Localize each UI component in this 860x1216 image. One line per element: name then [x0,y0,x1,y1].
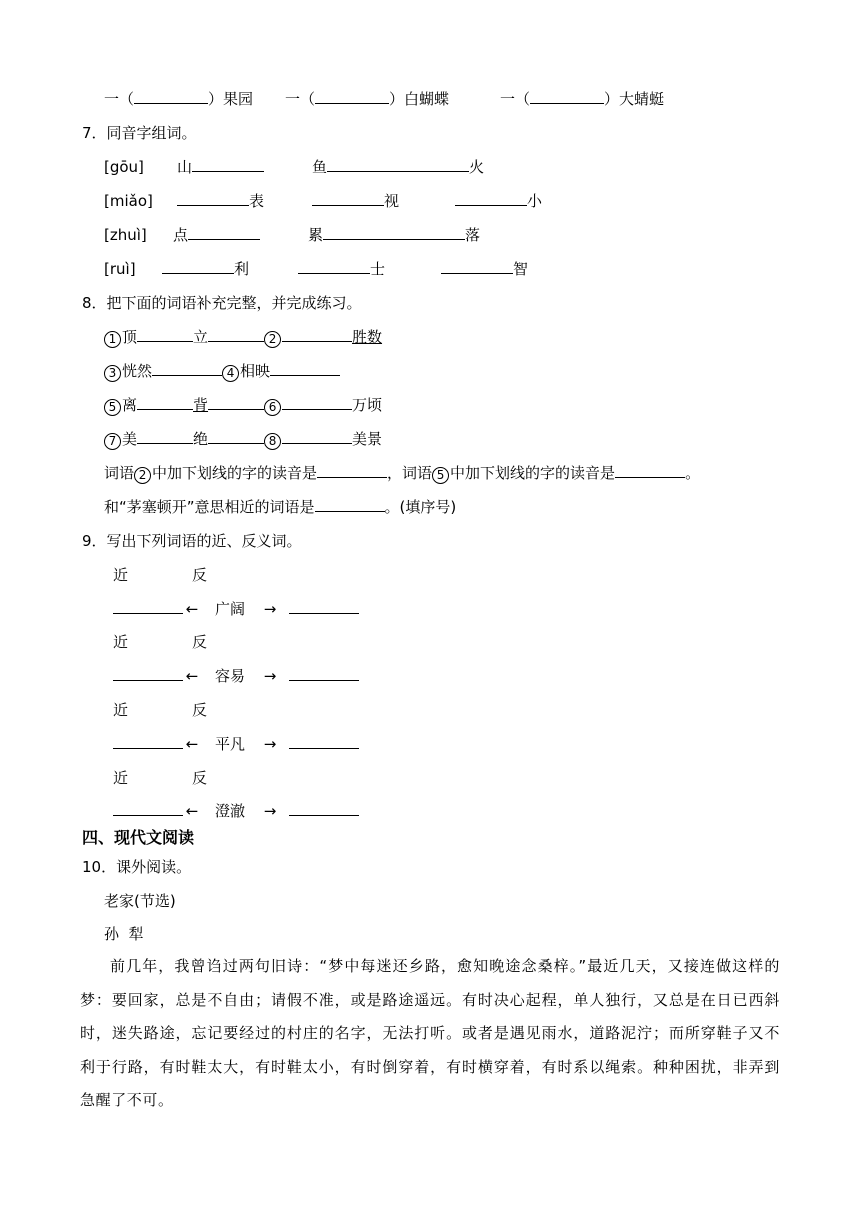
answer-blank[interactable] [312,191,384,206]
target-word: 容易 [215,667,246,685]
q7-row-miao-w3 [455,191,542,211]
q6-prefix-3: 一（ [500,90,531,108]
q8-question-b [104,497,456,517]
q6-suffix-3: ）大蜻蜓 [604,90,665,108]
q8-line-3 [104,395,382,416]
answer-blank[interactable] [298,259,370,274]
near-label: 近 [113,701,129,719]
q8-question-a [104,463,700,484]
q9-labels-4 [113,768,207,788]
pinyin-label: [gōu] [104,158,144,176]
q9-row-1 [113,599,359,619]
answer-blank[interactable] [315,497,385,512]
answer-blank[interactable] [289,666,359,681]
near-label: 近 [113,633,129,651]
char: 士 [370,260,386,278]
target-word: 澄澈 [215,802,246,820]
article-title: 老家(节选) [104,892,176,910]
q7-row-miao-w2 [312,191,399,211]
q6-prefix-1: 一（ [104,90,135,108]
q7-row-rui [104,259,136,279]
section-heading: 四、现代文阅读 [82,828,195,847]
target-word: 平凡 [215,735,246,753]
right-arrow-icon: → [263,600,277,618]
answer-blank[interactable] [289,801,359,816]
q8-line-1 [104,327,382,348]
q6-suffix-1: ）果园 [208,90,254,108]
q7-row-rui-w3 [441,259,528,279]
q7-row-zhui-w1 [173,225,260,245]
article-author: 孙 犁 [104,925,144,943]
circled-number: 1 [104,331,121,348]
answer-blank[interactable] [152,361,222,376]
q9-row-4 [113,801,359,821]
target-word: 广阔 [215,600,246,618]
answer-blank[interactable] [208,395,264,410]
near-label: 近 [113,566,129,584]
text: ，词语 [387,464,433,482]
answer-blank[interactable] [208,327,264,342]
answer-blank[interactable] [162,259,234,274]
circled-number: 8 [264,433,281,450]
article-paragraph: 前几年，我曾诌过两句旧诗：“梦中每迷还乡路，愈知晚途念桑梓。”最近几天，又接连做这样的梦：要回家，总是不自由；请假不准，或是路途遥远。有时决心起程，单人独行，又总是在日已西斜时，迷失路途，忘记要经过的村庄的名字，无法打听。或者是遇见雨水，道路泥泞；而所穿鞋子又不利于行路，有时鞋太大，有时鞋太小，有时倒穿着，有时横穿着，有时系以绳索。种种困扰，非弄到急醒了不可。 [80,957,780,1109]
answer-blank[interactable] [327,157,469,172]
char: 相映 [240,362,271,380]
right-arrow-icon: → [263,667,277,685]
q8-line-4 [104,429,382,450]
circled-number: 3 [104,365,121,382]
char: 点 [173,226,189,244]
q9-row-3 [113,734,359,754]
char: 顶 [122,328,138,346]
answer-blank[interactable] [455,191,527,206]
answer-blank[interactable] [289,734,359,749]
q8-line-2 [104,361,340,382]
char: 立 [193,328,209,346]
char: 山 [177,158,193,176]
q7-row-miao-w1 [177,191,264,211]
q7-row-gou-w2 [312,157,484,177]
answer-blank[interactable] [317,463,387,478]
char: 落 [465,226,481,244]
q7-row-miao [104,191,153,211]
answer-blank[interactable] [282,327,352,342]
answer-blank[interactable] [177,191,249,206]
answer-blank[interactable] [137,395,193,410]
anti-label: 反 [192,633,208,651]
char: 恍然 [122,362,153,380]
q7-row-gou [104,157,144,177]
char: 利 [234,260,250,278]
left-arrow-icon: ← [185,667,199,685]
q6-suffix-2: ）白蝴蝶 [389,90,450,108]
char: 离 [122,396,138,414]
text: 。(填序号) [384,498,457,516]
q9-row-2 [113,666,359,686]
underlined-word: 背 [193,396,209,414]
left-arrow-icon: ← [185,600,199,618]
answer-blank[interactable] [192,157,264,172]
near-label: 近 [113,769,129,787]
answer-blank[interactable] [282,429,352,444]
q7-row-zhui-w2 [308,225,480,245]
char: 表 [249,192,265,210]
anti-label: 反 [192,769,208,787]
char: 视 [384,192,400,210]
underlined-word: 胜数 [352,328,383,346]
q7-row-rui-w2 [298,259,385,279]
right-arrow-icon: → [263,735,277,753]
answer-blank[interactable] [323,225,465,240]
left-arrow-icon: ← [185,802,199,820]
answer-blank[interactable] [137,429,193,444]
answer-blank[interactable] [188,225,260,240]
answer-blank[interactable] [315,89,389,104]
pinyin-label: [zhuì] [104,226,147,244]
text: 中加下划线的字的读音是 [152,464,318,482]
q10-title: 10．课外阅读。 [82,858,192,876]
char: 万顷 [352,396,383,414]
pinyin-label: [miǎo] [104,192,153,210]
anti-label: 反 [192,566,208,584]
q9-labels-1 [113,565,207,585]
text: 词语 [104,464,135,482]
answer-blank[interactable] [113,599,183,614]
answer-blank[interactable] [208,429,264,444]
q9-title: 9．写出下列词语的近、反义词。 [82,532,302,550]
char: 美 [122,430,138,448]
q6-blank-line [104,89,253,109]
char: 美景 [352,430,383,448]
q7-row-zhui [104,225,147,245]
answer-blank[interactable] [134,89,208,104]
circled-number: 4 [222,365,239,382]
answer-blank[interactable] [270,361,340,376]
left-arrow-icon: ← [185,735,199,753]
q6-blank-line-3 [500,89,664,109]
right-arrow-icon: → [263,802,277,820]
q6-prefix-2: 一（ [285,90,316,108]
q7-row-rui-w1 [162,259,249,279]
q7-row-gou-w1 [177,157,264,177]
q9-labels-3 [113,700,207,720]
answer-blank[interactable] [113,801,183,816]
char: 绝 [193,430,209,448]
answer-blank[interactable] [137,327,193,342]
circled-number: 7 [104,433,121,450]
circled-number: 5 [432,467,449,484]
answer-blank[interactable] [282,395,352,410]
text: 中加下划线的字的读音是 [450,464,616,482]
q6-blank-line-2 [285,89,449,109]
q9-labels-2 [113,632,207,652]
char: 火 [469,158,485,176]
answer-blank[interactable] [289,599,359,614]
char: 鱼 [312,158,328,176]
answer-blank[interactable] [615,463,685,478]
circled-number: 2 [134,467,151,484]
circled-number: 6 [264,399,281,416]
char: 累 [308,226,324,244]
char: 智 [513,260,529,278]
pinyin-label: [ruì] [104,260,136,278]
text: 和“茅塞顿开”意思相近的词语是 [104,498,315,516]
circled-number: 5 [104,399,121,416]
text: 。 [685,464,701,482]
q7-title: 7．同音字组词。 [82,124,197,142]
char: 小 [527,192,543,210]
q8-title: 8．把下面的词语补充完整，并完成练习。 [82,294,362,312]
answer-blank[interactable] [113,734,183,749]
answer-blank[interactable] [441,259,513,274]
answer-blank[interactable] [530,89,604,104]
answer-blank[interactable] [113,666,183,681]
anti-label: 反 [192,701,208,719]
circled-number: 2 [264,331,281,348]
